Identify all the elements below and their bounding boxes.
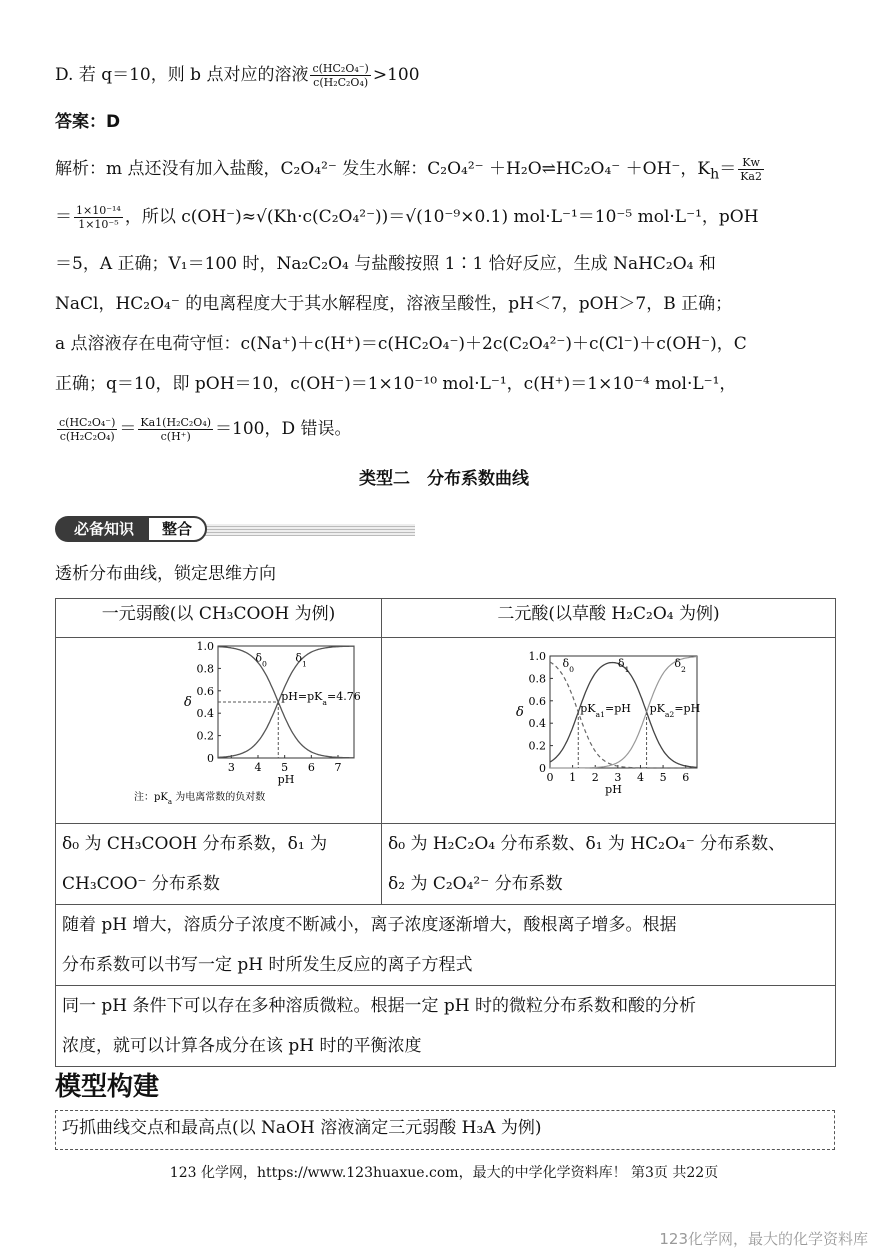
fraction-denominator: c(H₂C₂O₄) <box>313 76 369 89</box>
section-title: 类型二 分布系数曲线 <box>359 469 529 489</box>
answer-line <box>55 110 836 134</box>
x-tick-label: 4 <box>636 771 644 784</box>
table-text: δ₀ 为 CH₃COOH 分布系数，δ₁ 为 <box>62 834 328 854</box>
analysis-line-6: 正确；q＝10，即 pOH＝10，c(OH⁻)＝1×10⁻¹⁰ mol·L⁻¹，c(H⁺)＝1×10⁻⁴ mol·L⁻¹， <box>55 374 737 394</box>
table-header-left: 一元弱酸(以 CH₃COOH 为例) <box>56 599 382 638</box>
fraction-numerator: 1×10⁻¹⁴ <box>76 204 121 217</box>
analysis-eq: ＝ <box>719 159 737 179</box>
y-tick-label: 0.6 <box>528 694 546 708</box>
table-text: 浓度，就可以计算各成分在该 pH 时的平衡浓度 <box>62 1036 422 1056</box>
table-header-right: 二元酸(以草酸 H₂C₂O₄ 为例) <box>382 599 836 638</box>
analysis-text: ，所以 c(OH⁻)≈√(Kh·c(C₂O₄²⁻))＝√(10⁻⁹×0.1) mol·L⁻¹＝10⁻⁵ mol·L⁻¹，pOH <box>124 207 759 227</box>
x-tick-label: 5 <box>281 761 289 774</box>
analysis-line-4: NaCl，HC₂O₄⁻ 的电离程度大于其水解程度，溶液呈酸性，pH＜7，pOH＞7，B 正确； <box>55 294 733 314</box>
banner-label-light: 整合 <box>147 516 207 542</box>
kh-fraction <box>738 156 764 183</box>
series-label-delta1: $\delta_1$ <box>295 651 307 669</box>
x-axis-label: pH <box>605 783 622 796</box>
page-footer: 123 化学网，https://www.123huaxue.com，最大的中学化学资料库！ 第3页 共22页 <box>169 1165 719 1181</box>
table-row2-right <box>382 824 836 905</box>
table-text: 分布系数可以书写一定 pH 时所发生反应的离子方程式 <box>62 955 473 975</box>
option-d <box>55 62 836 89</box>
fraction-numerator: c(HC₂O₄⁻) <box>312 62 369 75</box>
x-tick-label: 3 <box>227 761 235 774</box>
series-label-delta1: $\delta_1$ <box>617 657 630 674</box>
table-row4 <box>56 986 836 1067</box>
y-tick-label: 0.8 <box>528 672 546 686</box>
y-tick-label: 0.8 <box>196 662 214 676</box>
y-tick-label: 0.4 <box>196 707 214 721</box>
ka1-fraction <box>138 416 213 443</box>
analysis-eq: ＝ <box>55 207 72 227</box>
x-tick-label: 6 <box>682 771 690 784</box>
y-tick-label: 0.2 <box>528 739 546 753</box>
table-text: 随着 pH 增大，溶质分子浓度不断减小，离子浓度逐渐增大，酸根离子增多。根据 <box>62 915 677 935</box>
series-label-delta0: $\delta_0$ <box>562 657 574 674</box>
pka-annotation: $pH=pK_a=4.76$ <box>281 690 361 707</box>
analysis-text: 解析：m 点还没有加入盐酸，C₂O₄²⁻ 发生水解：C₂O₄²⁻ ＋H₂O⇌HC₂O₄⁻ ＋OH⁻，K <box>55 159 711 179</box>
x-tick-label: 7 <box>334 761 342 774</box>
analysis-line-1 <box>55 156 836 186</box>
fraction-denominator: c(H⁺) <box>160 430 191 443</box>
monoprotic-chart <box>56 638 381 818</box>
y-tick-label: 0 <box>539 762 546 775</box>
ratio-fraction <box>57 416 117 443</box>
series-label-delta2: $\delta_2$ <box>674 657 686 674</box>
fraction-numerator: Kw <box>738 156 764 170</box>
series-delta0-line <box>550 662 697 768</box>
y-tick-label: 0.6 <box>196 684 214 698</box>
fraction-denominator: 1×10⁻⁵ <box>78 218 119 231</box>
chart-note: 注：$pK_a$ 为电离常数的负对数 <box>134 792 266 806</box>
option-d-fraction <box>310 62 370 89</box>
analysis-line-3: ＝5，A 正确；V₁＝100 时，Na₂C₂O₄ 与盐酸按照 1∶1 恰好反应，生成 NaHC₂O₄ 和 <box>55 254 716 274</box>
y-axis-label: δ <box>516 705 524 720</box>
table-text: 同一 pH 条件下可以存在多种溶质微粒。根据一定 pH 时的微粒分布系数和酸的分析 <box>62 996 697 1016</box>
x-tick-label: 3 <box>614 771 622 784</box>
option-d-text: D. 若 q＝10，则 b 点对应的溶液 <box>55 65 309 85</box>
fraction-numerator: c(HC₂O₄⁻) <box>59 416 116 429</box>
table-row2-left <box>56 824 382 905</box>
x-tick-label: 4 <box>254 761 262 774</box>
answer-value: D <box>106 112 121 132</box>
table-text: δ₂ 为 C₂O₄²⁻ 分布系数 <box>388 874 563 894</box>
analysis-sub: h <box>710 166 720 183</box>
kw-fraction <box>74 204 123 231</box>
y-tick-label: 0 <box>207 752 214 765</box>
x-tick-label: 0 <box>546 771 554 784</box>
y-tick-label: 0.2 <box>196 729 214 743</box>
analysis-text: ＝100，D 错误。 <box>215 419 352 439</box>
pka2-annotation: $pK_{a2}=pH$ <box>649 702 701 719</box>
y-tick-label: 0.4 <box>528 717 546 731</box>
table-row3 <box>56 905 836 986</box>
x-tick-label: 5 <box>659 771 667 784</box>
analysis-eq: ＝ <box>119 419 137 439</box>
banner-label-dark: 必备知识 <box>55 516 153 542</box>
x-axis-label: pH <box>277 773 295 786</box>
fraction-denominator: c(H₂C₂O₄) <box>59 430 115 443</box>
distribution-table <box>55 598 836 1067</box>
x-tick-label: 1 <box>569 771 577 784</box>
fraction-numerator: Ka1(H₂C₂O₄) <box>140 416 212 429</box>
y-axis-label: δ <box>184 695 192 710</box>
option-d-tail: >100 <box>372 65 420 85</box>
model-box: 巧抓曲线交点和最高点(以 NaOH 溶液滴定三元弱酸 H₃A 为例) <box>55 1110 835 1150</box>
analysis-line-2 <box>55 204 836 231</box>
y-tick-label: 1.0 <box>196 640 214 653</box>
analysis-line-5: a 点溶液存在电荷守恒：c(Na⁺)＋c(H⁺)＝c(HC₂O₄⁻)＋2c(C₂O₄²⁻)＋c(Cl⁻)＋c(OH⁻)，C <box>55 334 747 354</box>
answer-label: 答案： <box>55 112 106 132</box>
y-tick-label: 1.0 <box>528 650 546 663</box>
subtitle: 透析分布曲线，锁定思维方向 <box>55 564 276 584</box>
table-text: δ₀ 为 H₂C₂O₄ 分布系数、δ₁ 为 HC₂O₄⁻ 分布系数、 <box>388 834 786 854</box>
model-title: 模型构建 <box>55 1072 160 1102</box>
series-label-delta0: $\delta_0$ <box>255 651 267 669</box>
watermark: 123化学网，最大的化学资料库 <box>659 1230 868 1248</box>
x-tick-label: 2 <box>591 771 599 784</box>
x-tick-label: 6 <box>307 761 315 774</box>
diprotic-chart-cell <box>382 638 836 824</box>
knowledge-banner <box>55 516 415 542</box>
diprotic-chart <box>382 638 835 818</box>
monoprotic-chart-cell <box>56 638 382 824</box>
fraction-denominator: Ka2 <box>740 170 762 183</box>
table-text: CH₃COO⁻ 分布系数 <box>62 874 220 894</box>
analysis-line-7 <box>55 416 836 443</box>
banner-stripe <box>205 524 415 536</box>
pka1-annotation: $pK_{a1}=pH$ <box>580 702 631 719</box>
